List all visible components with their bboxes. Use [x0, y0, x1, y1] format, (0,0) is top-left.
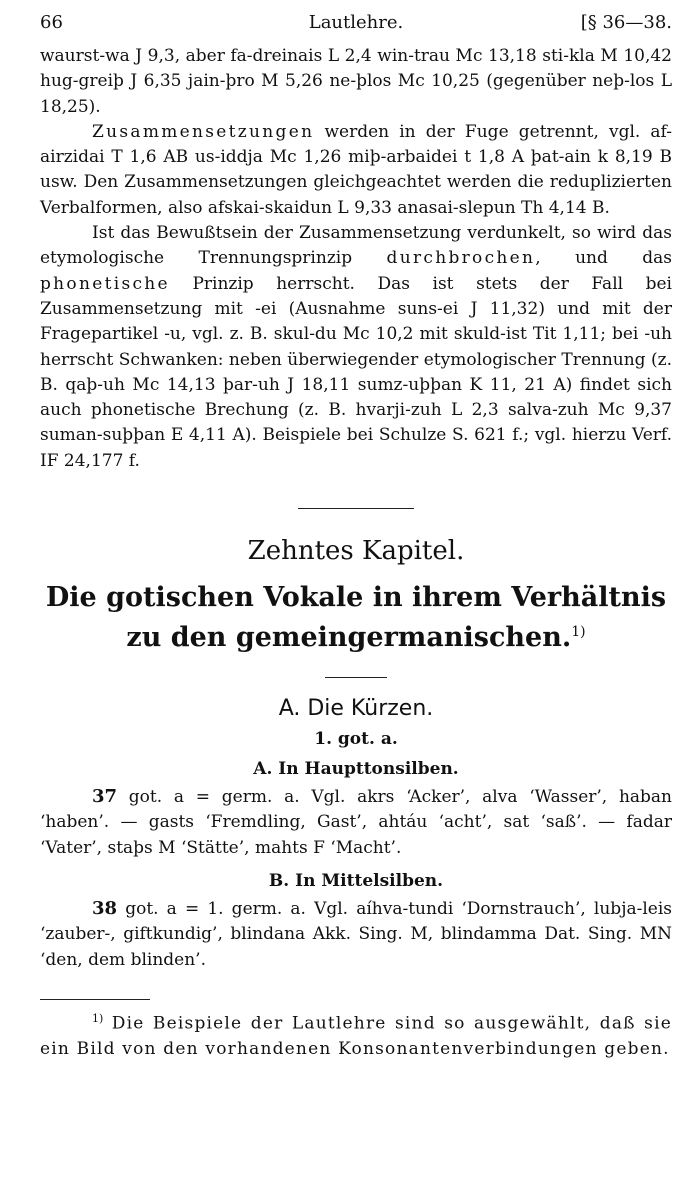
- emphasis-durchbrochen: durchbrochen: [386, 248, 536, 269]
- running-header: [40, 10, 672, 40]
- text-run: Prinzip herrscht. Das ist stets der Fall bei Zusammensetzung mit -ei (Ausnahme suns-ei J 11,32) und mit der Fragepartikel -u, vgl. z. B. skul-du Mc 10,2 mit skuld-ist Tit 1,11; bei -uh herrscht Schwanken: neben überwiegender etymologischer Trennung (z. B. qaþ-uh Mc 14,13 þar-uh J 18,11 sumz-uþþan K 11, 21 A) findet sich auch phonetische Brechung (z. B. hvarji-zuh L 2,3 salva-zuh Mc 9,37 suman-suþþan E 4,11 A). Beispiele bei Schulze S. 621 f.; vgl. hierzu Verf. IF 24,177 f.: [40, 273, 672, 471]
- footnote-mark: 1): [92, 1012, 104, 1026]
- paragraph-compounds-separated: [40, 120, 672, 221]
- paragraph-number-38: 38: [92, 898, 118, 920]
- section-divider: [298, 508, 414, 509]
- emphasis-phonetische: phonetische: [40, 273, 170, 294]
- paragraph-number-37: 37: [92, 785, 118, 807]
- paragraph-compounds-text: werden in der Fuge getrennt, vgl. af-airzidai T 1,6 AB us-iddja Mc 1,26 miþ-arbaidei t 1,8 A þat-ain k 8,19 B usw. Den Zusammensetzungen gleichgeachtet werden die reduplizierten Verbalformen, also afskai-skaidun L 9,33 anasai-slepun Th 4,14 B.: [40, 121, 672, 218]
- subsection-title: 1. got. a.: [314, 729, 398, 750]
- emphasis-zusammensetzungen: Zusammensetzungen: [92, 121, 315, 142]
- footnote-rule: [40, 999, 150, 1000]
- chapter-divider: [325, 677, 387, 678]
- chapter-label: Zehntes Kapitel.: [247, 536, 465, 567]
- chapter-title: [40, 581, 672, 655]
- text-run: Ist das Bewußtsein der Zusammensetzung verdunkelt, so wird das etymologische Trennungsprinzip: [40, 223, 672, 269]
- paragraph-compound-examples: waurst-wa J 9,3, aber fa-dreinais L 2,4 win-trau Mc 13,18 sti-kla M 10,42 hug-greiþ J 6,35 jain-þro M 5,26 ne-þlos Mc 10,25 (gegenüber neþ-los L 18,25).: [40, 46, 672, 117]
- page: [40, 10, 672, 1062]
- paragraph-37: [40, 784, 672, 861]
- subsection-a-title: A. In Haupttonsilben.: [253, 758, 459, 779]
- chapter-title-line1: Die gotischen Vokale in ihrem Verhältnis: [45, 582, 667, 614]
- paragraph-38-text: got. a = 1. germ. a. Vgl. aíhva-tundi ‘Dornstrauch’, lubja-leis ‘zauber-, giftkundig’, blindana Akk. Sing. M, blindamma Dat. Sing. MN ‘den, dem blinden’.: [40, 899, 672, 970]
- page-number: 66: [40, 12, 63, 33]
- subsection-b-title: B. In Mittelsilben.: [268, 870, 444, 891]
- paragraph-38: [40, 896, 672, 973]
- footnote: [40, 1006, 672, 1062]
- footnote-text: Die Beispiele der Lautlehre sind so ausgewählt, daß sie ein Bild von den vorhandenen Konsonantenverbindungen geben.: [40, 1013, 672, 1059]
- section-reference: [§ 36—38.: [580, 12, 672, 33]
- text-run: , und das: [535, 248, 672, 269]
- footnote-reference: 1): [571, 624, 586, 641]
- section-title: A. Die Kürzen.: [278, 696, 434, 722]
- chapter-title-line2: zu den gemeingermanischen.: [126, 622, 572, 654]
- running-title: Lautlehre.: [308, 12, 404, 33]
- paragraph-obscured-compounds: [40, 221, 672, 474]
- paragraph-37-text: got. a = germ. a. Vgl. akrs ‘Acker’, alva ‘Wasser’, haban ‘haben’. — gasts ‘Fremdling, Gast’, ahtáu ‘acht’, sat ‘saß’. — fadar ‘Vater’, staþs M ‘Stätte’, mahts F ‘Macht’.: [40, 786, 672, 858]
